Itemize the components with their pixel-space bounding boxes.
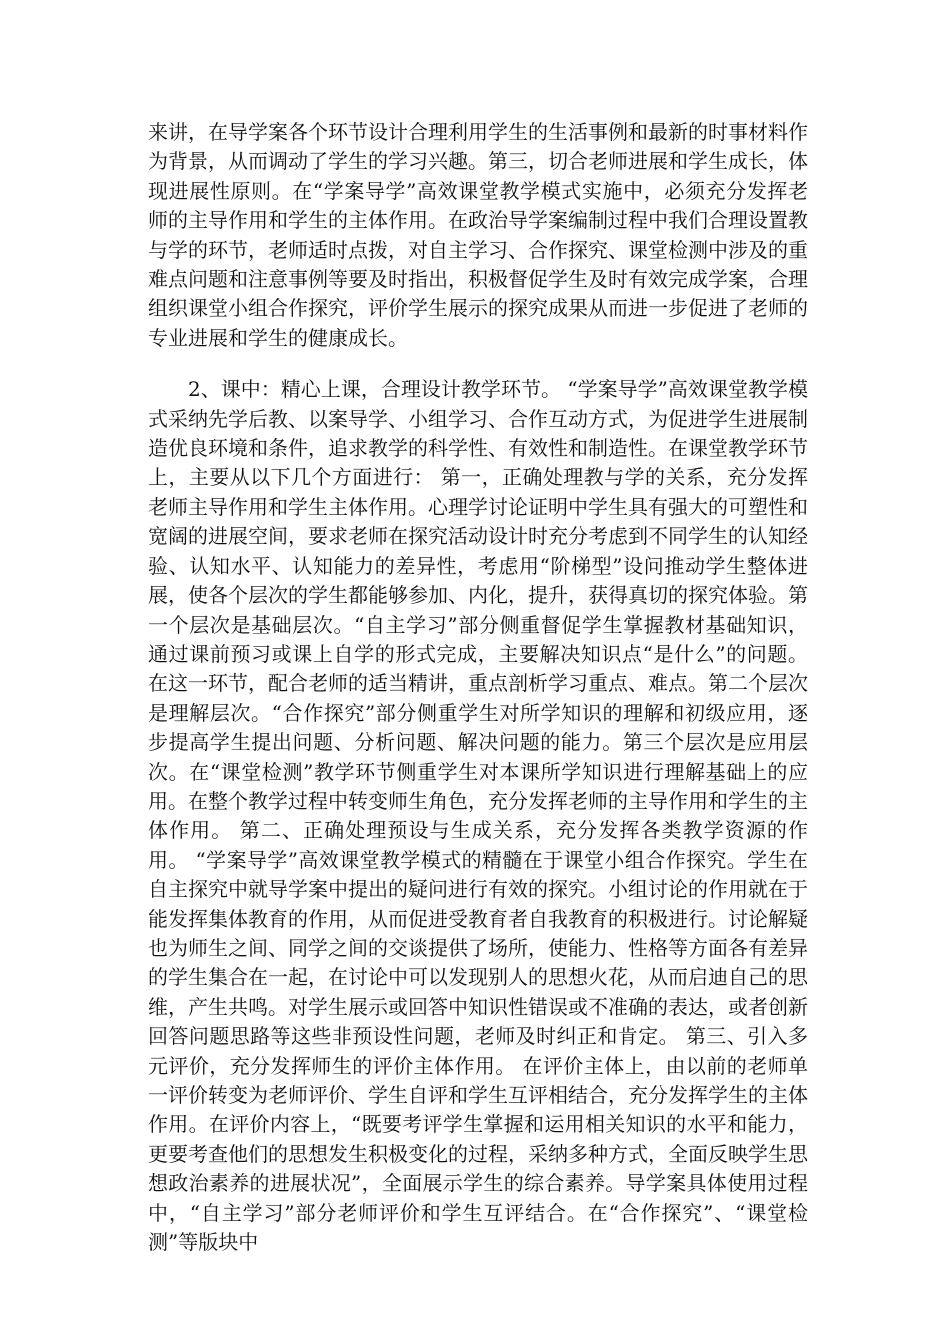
document-body xyxy=(148,118,808,1257)
paragraph-1: 来讲，在导学案各个环节设计合理利用学生的生活事例和最新的时事材料作为背景，从而调动了学生的学习兴趣。第三，切合老师进展和学生成长，体现进展性原则。在“学案导学”高效课堂教学模式实施中，必须充分发挥老师的主导作用和学生的主体作用。在政治导学案编制过程中我们合理设置教与学的环节，老师适时点拨，对自主学习、合作探究、课堂检测中涉及的重难点问题和注意事例等要及时指出，积极督促学生及时有效完成学案，合理组织课堂小组合作探究，评价学生展示的探究成果从而进一步促进了老师的专业进展和学生的健康成长。 xyxy=(148,120,808,350)
paragraph-2: 2、课中：精心上课，合理设计教学环节。 “学案导学”高效课堂教学模式采纳先学后教、以案导学、小组学习、合作互动方式，为促进学生进展制造优良环境和条件，追求教学的科学性、有效性和制造性。在课堂教学环节上，主要从以下几个方面进行： 第一，正确处理教与学的关系，充分发挥老师主导作用和学生主体作用。心理学讨论证明中学生具有强大的可塑性和宽阔的进展空间，要求老师在探究活动设计时充分考虑到不同学生的认知经验、认知水平、认知能力的差异性，考虑用“阶梯型”设问推动学生整体进展，使各个层次的学生都能够参加、内化，提升，获得真切的探究体验。第一个层次是基础层次。“自主学习”部分侧重督促学生掌握教材基础知识，通过课前预习或课上自学的形式完成，主要解决知识点“是什么”的问题。在这一环节，配合老师的适当精讲，重点剖析学习重点、难点。第二个层次是理解层次。“合作探究”部分侧重学生对所学知识的理解和初级应用，逐步提高学生提出问题、分析问题、解决问题的能力。第三个层次是应用层次。在“课堂检测”教学环节侧重学生对本课所学知识进行理解基础上的应用。在整个教学过程中转变师生角色，充分发挥老师的主导作用和学生的主体作用。 第二、正确处理预设与生成关系，充分发挥各类教学资源的作用。 “学案导学”高效课堂教学模式的精髓在于课堂小组合作探究。学生在自主探究中就导学案中提出的疑问进行有效的探究。小组讨论的作用就在于能发挥集体教育的作用，从而促进受教育者自我教育的积极进行。讨论解疑也为师生之间、同学之间的交谈提供了场所，使能力、性格等方面各有差异的学生集合在一起，在讨论中可以发现别人的思想火花，从而启迪自己的思维，产生共鸣。对学生展示或回答中知识性错误或不准确的表达，或者创新回答问题思路等这些非预设性问题，老师及时纠正和肯定。 第三、引入多元评价，充分发挥师生的评价主体作用。 在评价主体上，由以前的老师单一评价转变为老师评价、学生自评和学生互评相结合，充分发挥学生的主体作用。在评价内容上，“既要考评学生掌握和运用相关知识的水平和能力，更要考查他们的思想发生积极变化的过程，采纳多种方式，全面反映学生思想政治素养的进展状况”，全面展示学生的综合素养。导学案具体使用过程中，“自主学习”部分老师评价和学生互评结合。在“合作探究”、“课堂检测”等版块中 xyxy=(148,377,808,1255)
